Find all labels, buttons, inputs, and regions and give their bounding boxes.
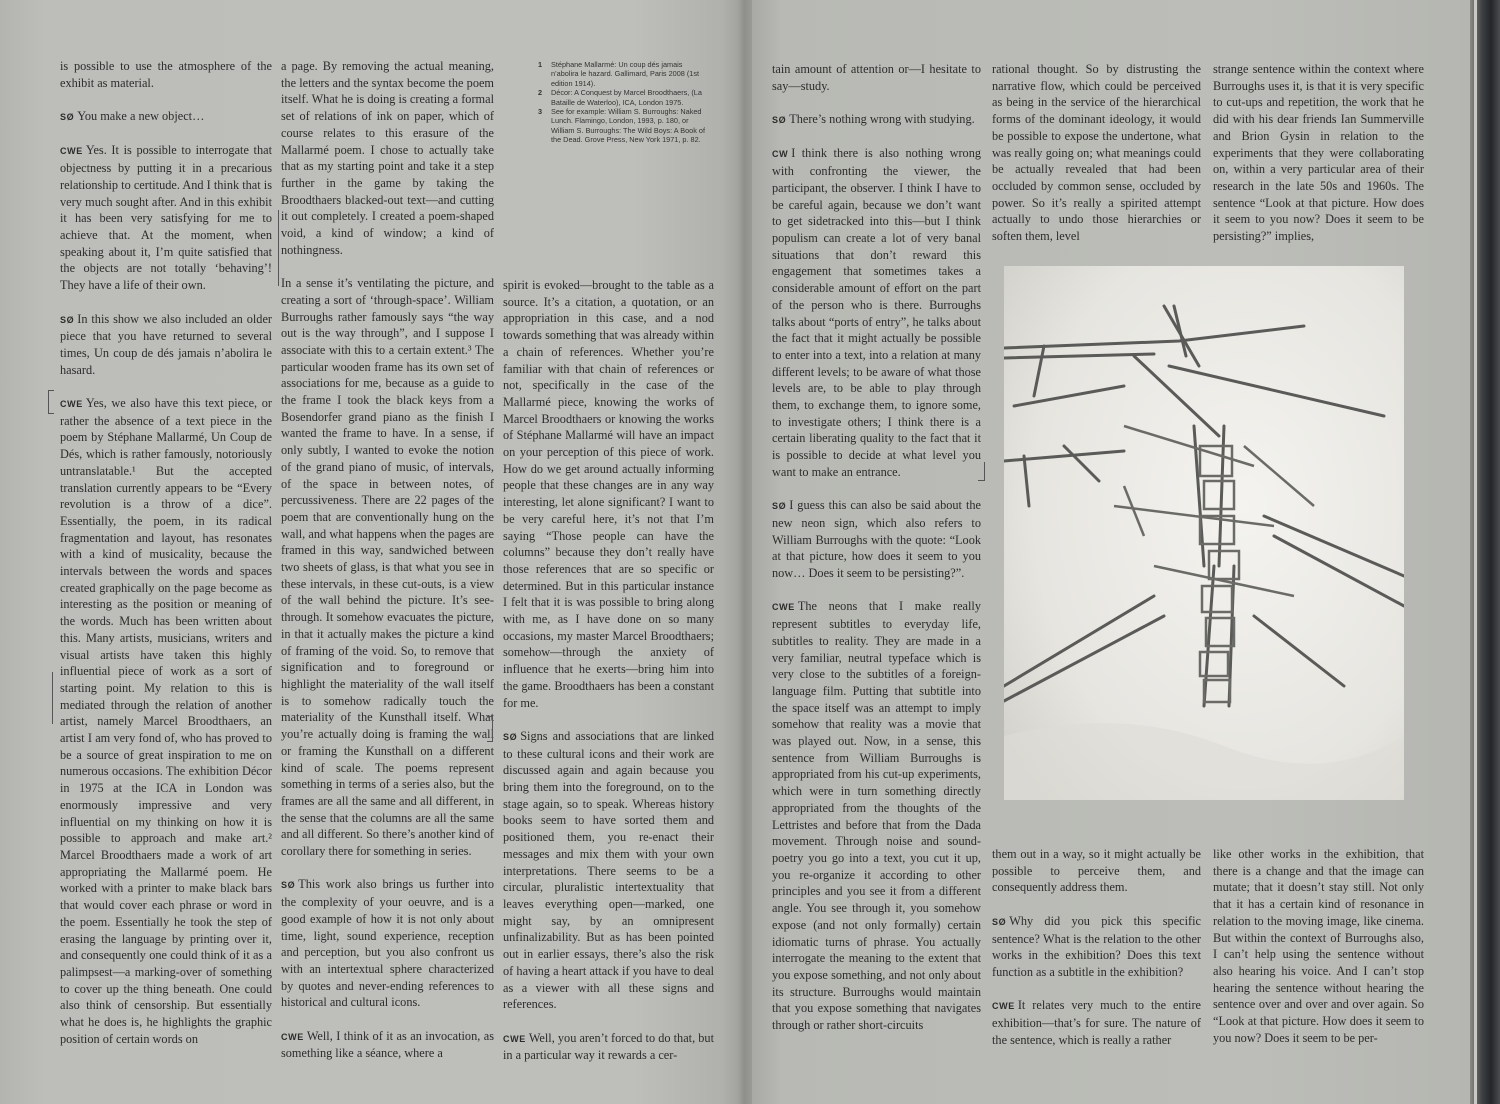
footnote xyxy=(538,107,708,145)
speaker-text: It relates very much to the entire exhibition—that’s for sure. The nature of the sentence, which is really a rather xyxy=(992,998,1201,1047)
margin-bracket xyxy=(48,390,54,414)
right-column-3-top xyxy=(1213,61,1424,261)
footnotes xyxy=(538,60,708,145)
page-edge xyxy=(1470,0,1500,1104)
paragraph: is possible to use the atmosphere of the exhibit as material. xyxy=(60,59,272,90)
speaker-text: I think there is also nothing wrong with confronting the viewer, the participant, the observer. I think I have to be careful again, because we don’t want to get sidetracked into this—but I think populism can create a lot of very banal situations that don’t reward this engagement that sometimes takes a considerable amount of effort on the part of the person who is there. Burroughs talks about “ports of entry”, he talks about the fact that it might actually be possible to enter into a text, into a relation at many different levels; to be aware of what those levels are, to be able to play through them, to exchange them, to ignore some, to investigate others; I think there is a certain liberating quality to the fact that it is possible to decide at what level you want to make an entrance. xyxy=(772,146,981,479)
footnote-text: Décor: A Conquest by Marcel Broodthaers, (La Bataille de Waterloo), ICA, London 1975. xyxy=(551,88,702,107)
speaker-text: Yes. It is possible to interrogate that objectness by putting it in a precarious relationship to certitude. And I think that is very much sought after. And in this exhibit it has been very satisfying for me to achieve that. At the moment, when speaking about it, I’m quite satisfied that the objects are not totally ‘behaving’! They have a life of their own. xyxy=(60,143,272,293)
footnote-text: Stéphane Mallarmé: Un coup dés jamais n’abolira le hazard. Gallimard, Paris 2008 (1st edition 1914). xyxy=(551,60,700,88)
paragraph xyxy=(60,108,272,126)
footnote-number: 3 xyxy=(538,107,543,117)
paragraph: a page. By removing the actual meaning, the letters and the syntax become the poem itself. What he is doing is creating a formal set of relations of ink on paper, which of course relates to this erasure of the Mallarmé poem. I chose to actually take that as my starting point and take it a step further in the game by taking the Broodthaers blacked-out text—and cutting it out completely. I created a poem-shaped void, a kind of window; a kind of nothingness. xyxy=(281,59,494,257)
paragraph xyxy=(503,1030,714,1064)
paragraph xyxy=(60,142,272,293)
paragraph xyxy=(772,598,981,1033)
margin-bracket xyxy=(52,672,53,724)
paragraph: like other works in the exhibition, that there is a change and that the image can mutate; that it doesn’t stay still. Not only that it has a certain kind of resonance in relation to the moving image, like cinema. But within the context of Burroughs also, I can’t help using the sentence without also hearing his voice. And I can’t stop hearing the sentence without hearing the sentence over and over and over again. So “Look at that picture. How does it seem to you now? Does it seem to be per- xyxy=(1213,847,1424,1045)
speaker-label: SØ xyxy=(772,501,787,512)
paragraph: tain amount of attention or—I hesitate to say—study. xyxy=(772,62,981,93)
speaker-text: You make a new object… xyxy=(77,109,205,124)
speaker-text: I guess this can also be said about the new neon sign, which also refers to William Burroughs with the quote: “Look at that picture, how does it seem to you now… Does it seem to be persisting?”. xyxy=(772,498,981,581)
paragraph xyxy=(281,1028,494,1062)
paragraph xyxy=(772,145,981,480)
paragraph xyxy=(772,497,981,582)
speaker-label: CWE xyxy=(60,146,83,157)
paragraph: spirit is evoked—brought to the table as a source. It’s a citation, a quotation, or an appropriation in this case, and a nod towards something that was already within a chain of references. Whether you’re familiar with that chain of references or not, specifically in the case of the Mallarmé piece, knowing the works of Marcel Broodthaers or knowing the works of Stéphane Mallarmé will have an impact on your perception of this piece of work. How do we get around actually informing people that these changes are in any way interesting, let alone significant? I want to be very careful here, it’s not that I’m saying “Those people can have the columns” because they don’t really have those references that are so specific or determined. But in this particular instance I felt that it is was possible to bring along with me, as I have done on so many occasions, my master Marcel Broodthaers; somehow—through the anxiety of influence that he exerts—bring him into the game. Broodthaers has been a constant for me. xyxy=(503,278,714,710)
left-column-2 xyxy=(281,58,494,1079)
left-column-1 xyxy=(60,58,272,1064)
speaker-label: SØ xyxy=(60,314,75,325)
speaker-text: The neons that I make really represent subtitles to everyday life, subtitles to reality. They are made in a very familiar, neutral typeface which is very close to the subtitles of a foreign-language film. Putting that subtitle into the space itself was an attempt to imply somehow that reality was a movie that was played out. Now, in a sense, this sentence from William Burroughs is appropriated from his cut-up experiments, which were in turn something directly appropriated from the thoughts of the Lettristes and before that from the Dada movement. Through noise and sound-poetry you go into a text, you cut it up, you re-organize it according to other principles and you see it from a different angle. You see through it, you somehow expose (and not only formally) certain idiomatic turns of phrase. You actually interrogate the meaning to the extent that you expose something, and not only about its structure. Burroughs would maintain that you expose something that navigates through or rather short-circuits xyxy=(772,599,981,1033)
speaker-text: Signs and associations that are linked to these cultural icons and their work are discussed again and again because you bring them into the foreground, on to the stage again, so to speak. Whereas history books seem to have sorted them and positioned them, you re-enact their messages and mix them with your own interpretations. There seems to be a circular, pluralistic intertextuality that leaves everything open—marked, one might say, by an omnipresent unfinalizability. But as has been pointed out in earlier essays, there’s also the risk of having a heart attack if you have to deal as a viewer with all these signs and references. xyxy=(503,728,714,1012)
speaker-label: CW xyxy=(772,149,789,160)
speaker-label: SØ xyxy=(992,916,1007,927)
paragraph xyxy=(503,728,714,1013)
footnote-text: See for example: William S. Burroughs: Naked Lunch. Flamingo, London, 1993, p. 180, or William S. Burroughs: The Wild Boys: A Book of the Dead. Grove Press, New York 1971, p. 82. xyxy=(551,107,705,145)
paragraph xyxy=(992,913,1201,981)
speaker-label: CWE xyxy=(281,1031,304,1042)
paragraph: In a sense it’s ventilating the picture, and creating a sort of ‘through-space’. William Burroughs rather famously says “the way out is the way through”, and I suppose I associate with this to a certain extent.³ The particular wooden frame has its own set of associations for me, because as a guide to the frame I took the black keys from a Bosendorfer grand piano as the finish I wanted the frame to have. In a sense, if only subtly, I wanted to evoke the notion of the grand piano of music, of intervals, of the space in between notes, of percussiveness. There are 22 pages of the poem that are conventionally hung on the wall, and what happens when the pages are framed in this way, sandwiched between two sheets of glass, is that what you see in these intervals, in these cut-outs, is a view of the wall behind the picture. It’s see-through. It somehow evacuates the picture, in that it actually makes the picture a kind of framing of the void. So, to remove that signification and to foreground or highlight the materiality of the wall itself is to somehow radically touch the materiality of the Kunsthall itself. What you’re actually doing is framing the wall or framing the Kunsthall on a different kind of scale. The poems represent something in terms of a series also, but the frames are all the same and all different, in the sense that the columns are all the same and all different. So there’s another kind of corollary there for something in series. xyxy=(281,276,494,859)
paragraph xyxy=(281,876,494,1011)
speaker-text: Well, I think of it as an invocation, as something like a séance, where a xyxy=(281,1028,494,1061)
paragraph: rational thought. So by distrusting the narrative flow, which could be perceived as being in the service of the hierarchical forms of the dominant ideology, it would be possible to expose the undertone, what was really going on; what meanings could be actually revealed that had been occluded by common sense, occluded by power. So it’s really a spirited attempt actually to undo those hierarchies or soften them, level xyxy=(992,62,1201,244)
footnote xyxy=(538,88,708,107)
speaker-text: Why did you pick this specific sentence? What is the relation to the other works in the exhibition? Does this text function as a subtitle in the exhibition? xyxy=(992,913,1201,979)
speaker-label: CWE xyxy=(503,1033,526,1044)
paragraph xyxy=(60,395,272,1047)
right-column-2-bottom xyxy=(992,846,1201,1065)
left-column-3 xyxy=(503,277,714,1081)
speaker-text: Well, you aren’t forced to do that, but in a particular way it rewards a cer- xyxy=(503,1030,714,1063)
speaker-label: CWE xyxy=(60,399,83,409)
paragraph xyxy=(60,311,272,379)
speaker-label: SØ xyxy=(503,731,518,742)
speaker-text: Yes, we also have this text piece, or rather the absence of a text piece in the poem by Stéphane Mallarmé, Un Coup de Dés, which is rather famously, notoriously untranslatable.¹ But the accepted translation currently appears to be “Every revolution is a throw of a dice”. Essentially, the poem, in its radical fragmentation and layout, has resonates with a kind of musicality, because the intervals between the words and spaces created graphically on the page become as interesting as the position or meaning of the words. Much has been written about this. Many artists, musicians, writers and visual artists have taken this highly influential piece of work as a sort of starting point. My relation to this is mediated through the relation of another artist, namely Marcel Broodthaers, an artist I am very fond of, who has proved to be a source of great inspiration to me on numerous occasions. The exhibition Décor in 1975 at the ICA in London was enormously impressive and very influential on my thinking on how it is possible to approach and make art.² Marcel Broodthaers made a work of art appropriating the Mallarmé poem. He worked with a printer to make black bars that would cover each phrase or word in the poem. Essentially he took the step of erasing the language by printing over it, and consequently one could think of it as a palimpsest—a marking-over of something to cover up the thing beneath. One could also think of censorship. But essentially what he does is, he highlights the graphic position of certain words on xyxy=(60,396,272,1046)
right-column-2-top xyxy=(992,61,1201,261)
margin-bracket xyxy=(278,210,279,286)
paragraph: strange sentence within the context where Burroughs uses it, is that it is very specific to cut-ups and repetition, the work that he did with his dear friends Ian Summerville and Brion Gysin in relation to the experiments that they were collaborating on, within a very particular area of their research in the late 50s and 1960s. The sentence “Look at that picture. How does it seem to you now? Does it seem to be persisting?” implies, xyxy=(1213,62,1424,244)
speaker-text: There’s nothing wrong with studying. xyxy=(789,112,975,127)
right-column-3-bottom xyxy=(1213,846,1424,1063)
speaker-text: This work also brings us further into the complexity of your oeuvre, and is a good example of how it is not only about time, light, sound experience, reception and perception, but you also confront us with an intertextual sphere characterized by quotes and never-ending references to historical and cultural icons. xyxy=(281,877,494,1010)
paragraph xyxy=(772,111,981,129)
book-gutter xyxy=(738,0,752,1104)
footnote xyxy=(538,60,708,88)
footnote-number: 1 xyxy=(538,60,543,69)
paragraph: them out in a way, so it might actually be possible to perceive them, and consequently address them. xyxy=(992,847,1201,895)
speaker-label: SØ xyxy=(772,115,787,126)
speaker-text: In this show we also included an older piece that you have returned to several times, Un coup de dés jamais n’abolira le hasard. xyxy=(60,311,272,377)
footnote-number: 2 xyxy=(538,88,543,98)
speaker-label: SØ xyxy=(281,880,296,891)
right-column-1 xyxy=(772,61,981,1050)
snow-sculpture-image xyxy=(1004,266,1404,800)
speaker-label: CWE xyxy=(992,1001,1015,1012)
speaker-label: CWE xyxy=(772,602,795,613)
margin-bracket xyxy=(487,716,493,742)
speaker-label: SØ xyxy=(60,112,75,123)
paragraph xyxy=(992,997,1201,1048)
snow-sculpture-photo xyxy=(1004,266,1404,800)
